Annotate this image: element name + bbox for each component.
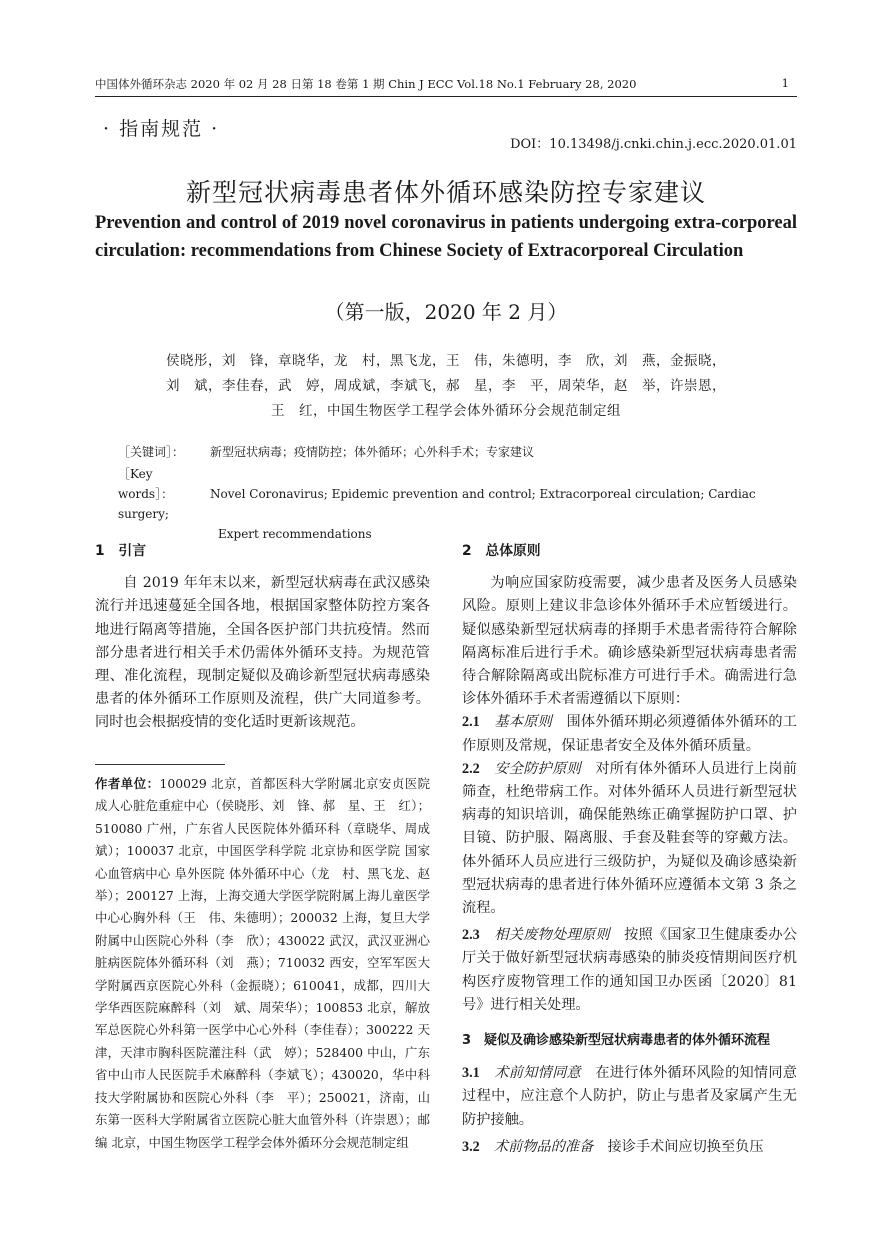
keywords-text: Novel Coronavirus; Epidemic prevention and control; Extracorporeal circulation; Cardiac surgery; <box>118 487 756 521</box>
intro-paragraph: 自 2019 年年末以来，新型冠状病毒在武汉感染流行并迅速蔓延全国各地，根据国家整体防控方案各地进行隔离等措施，全国各医护部门共抗疫情。然而部分患者进行相关手术仍需体外循环支持。为规范管理、准化流程，现制定疑似及确诊新型冠状病毒感染患者的体外循环工作原则及流程，供广大同道参考。同时也会根据疫情的变化适时更新该规范。 <box>95 575 430 731</box>
doi: DOI：10.13498/j.cnki.chin.j.ecc.2020.01.01 <box>510 137 797 152</box>
subsection-number: 2.1 <box>462 714 480 731</box>
section-heading-principles: 2 总体原则 <box>462 543 541 559</box>
footnote-rule <box>95 764 225 765</box>
subsection-text: 在进行体外循环风险的知情同意过程中，应注意个人防护，防止与患者及家属产生无防护接触。 <box>462 1065 797 1128</box>
subsection-3-1 <box>462 1062 797 1132</box>
subsection-2-3 <box>462 924 797 1017</box>
edition: （第一版，2020 年 2 月） <box>324 300 568 324</box>
keywords-text: 新型冠状病毒；疫情防控；体外循环；心外科手术；专家建议 <box>210 445 535 459</box>
keywords-chinese <box>118 442 778 462</box>
subsection-text: 围体外循环期必须遵循体外循环的工作原则及常规，保证患者安全及体外循环质量。 <box>462 714 797 754</box>
author-line: 侯晓彤，刘 锋，章晓华，龙 村，黑飞龙，王 伟，朱德明，李 欣，刘 燕，金振晓， <box>166 353 726 369</box>
subsection-title: 基本原则 <box>494 714 553 731</box>
journal-citation: 中国体外循环杂志 2020 年 02 月 28 日第 18 卷第 1 期 Chin J ECC Vol.18 No.1 February 28, 2020 <box>95 77 637 91</box>
left-column <box>95 540 430 735</box>
subsection-2-2 <box>462 758 797 920</box>
author-list <box>140 349 752 424</box>
subsection-text: 按照《国家卫生健康委办公厅关于做好新型冠状病毒感染的肺炎疫情期间医疗机构医疗废物管理工作的通知国卫办医函〔2020〕81 号》进行相关处理。 <box>462 927 797 1013</box>
section-tag: · 指南规范 · <box>103 118 220 140</box>
page-number: 1 <box>781 76 789 90</box>
running-header <box>95 74 797 94</box>
subsection-3-2 <box>462 1136 797 1159</box>
subsection-number: 3.1 <box>462 1065 480 1082</box>
subsection-title: 安全防护原则 <box>494 760 581 777</box>
principles-paragraph: 为响应国家防疫需要，减少患者及医务人员感染风险。原则上建议非急诊体外循环手术应暂缓进行。疑似感染新型冠状病毒的择期手术患者需待符合解除隔离标准后进行手术。确诊感染新型冠状病毒患者需待合解除隔离或出院标准方可进行手术。确需进行急诊体外循环手术者需遵循以下原则： <box>462 575 797 708</box>
subsection-title: 相关废物处理原则 <box>494 927 610 944</box>
keywords-label: ［Key words］： <box>118 467 174 501</box>
subsection-title: 术前物品的准备 <box>493 1138 594 1155</box>
subsection-title: 术前知情同意 <box>494 1065 581 1082</box>
keywords-english <box>118 464 778 544</box>
affiliation-text: 100029 北京，首都医科大学附属北京安贞医院成人心脏危重症中心（侯晓彤、刘 锋、郝 星、王 红）；510080 广州，广东省人民医院体外循环科（章晓华、周成斌）；100037 北京，中国医学科学院 北京协和医学院 国家心血管病中心 阜外医院 体外循环中心（龙 村、黑飞龙、赵 举）；200127 上海，上海交通大学医学院附属上海儿童医学中心心胸外科（王 伟、朱德明）；200032 上海，复旦大学附属中山医院心外科（李 欣）；430022 武汉，武汉亚洲心脏病医院体外循环科（刘 燕）；710032 西安，空军军医大学附属西京医院心外科（金振晓）；610041，成都，四川大学华西医院麻醉科（刘 斌、周荣华）；100853 北京，解放军总医院心外科第一医学中心心外科（李佳春）；300222 天津，天津市胸科医院灌注科（武 婷）；528400 中山，广东省中山市人民医院手术麻醉科（李斌飞）；430020，华中科技大学附属协和医院心外科（李 平）；250021，济南，山东第一医科大学附属省立医院心脏大血管外科（许崇恩）；邮编 北京，中国生物医学工程学会体外循环分会规范制定组 <box>95 776 443 1150</box>
right-column <box>462 540 797 1159</box>
author-line: 刘 斌，李佳春，武 婷，周成斌，李斌飞，郝 星，李 平，周荣华，赵 举，许崇恩， <box>166 378 726 394</box>
title-english: Prevention and control of 2019 novel coronavirus in patients undergoing extra-corporeal circulation: recommendations from Chinese Society of Extracorporeal Circulation <box>95 213 797 261</box>
subsection-text: 接诊手术间应切换至负压 <box>607 1138 764 1155</box>
keywords-text: Expert recommendations <box>218 527 372 541</box>
author-line: 王 红，中国生物医学工程学会体外循环分会规范制定组 <box>271 403 621 419</box>
subsection-text: 对所有体外循环人员进行上岗前筛查，杜绝带病工作。对体外循环人员进行新型冠状病毒的知识培训，确保能熟练正确掌握防护口罩、护目镜、防护服、隔离服、手套及鞋套等的穿戴方法。体外循环人员应进行三级防护，为疑似及确诊感染新型冠状病毒的患者进行体外循环应遵循本文第 3 条之流程。 <box>462 760 797 917</box>
author-affiliations <box>95 773 443 1154</box>
keywords-label: ［关键词］： <box>118 445 185 459</box>
subsection-number: 2.2 <box>462 760 480 777</box>
header-rule <box>95 96 797 97</box>
title-chinese: 新型冠状病毒患者体外循环感染防控专家建议 <box>185 178 706 207</box>
affiliation-label: 作者单位： <box>95 776 160 791</box>
subsection-number: 2.3 <box>462 927 480 944</box>
section-heading-introduction: 1 引言 <box>95 543 146 559</box>
subsection-number: 3.2 <box>462 1138 480 1155</box>
section-heading-workflow: 3 疑似及确诊感染新型冠状病毒患者的体外循环流程 <box>462 1033 771 1049</box>
subsection-2-1 <box>462 711 797 757</box>
